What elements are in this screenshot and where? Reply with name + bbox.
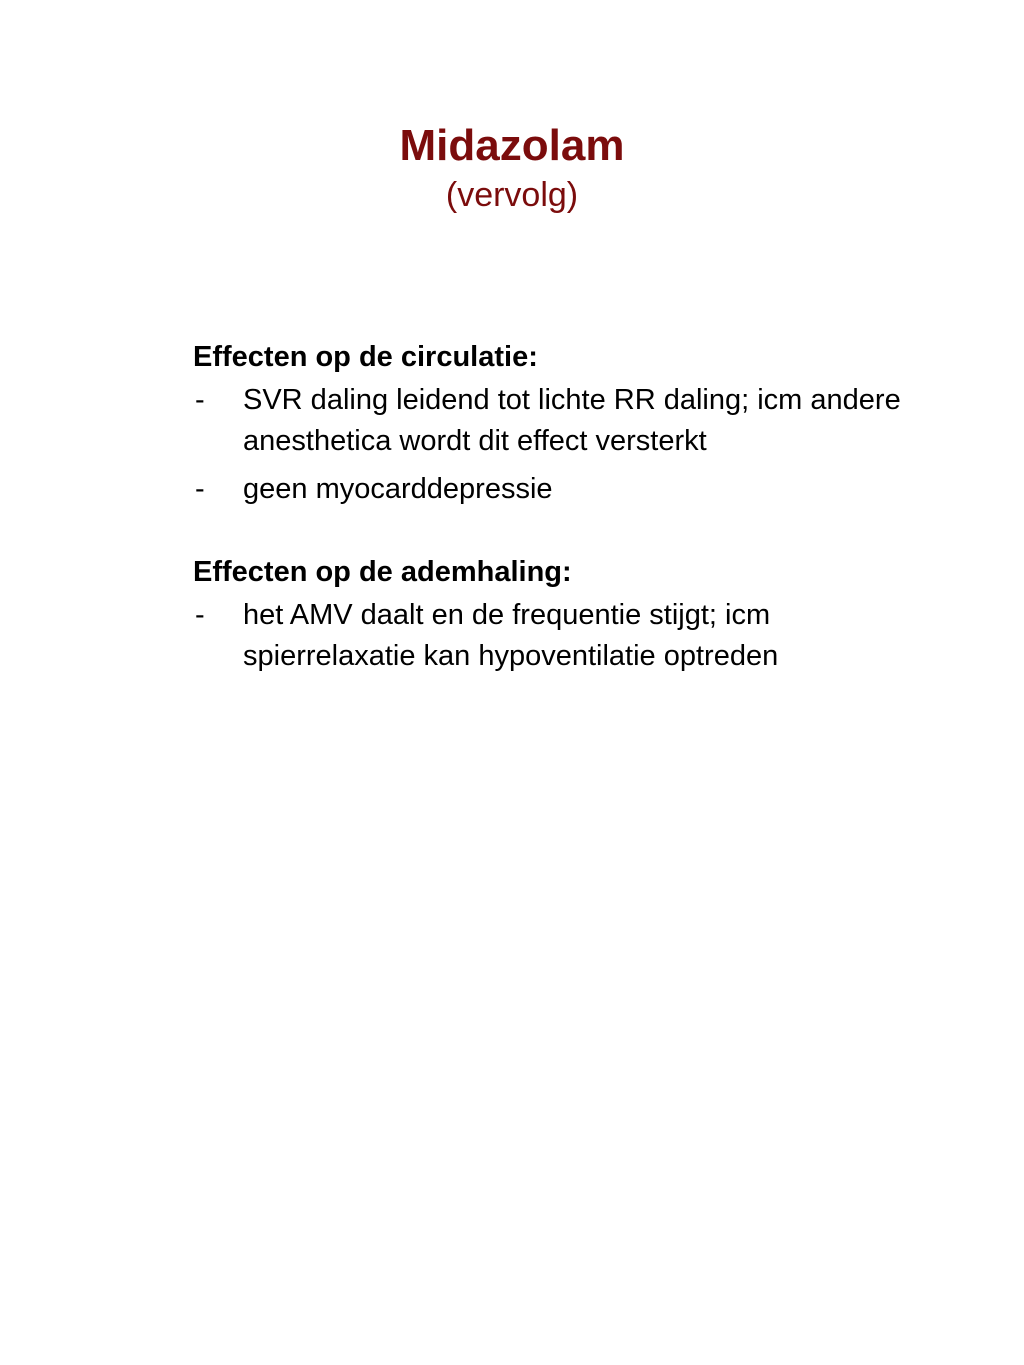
bullet-list [193, 595, 913, 677]
list-item-text: SVR daling leidend tot lichte RR daling; icm andere anesthetica wordt dit effect versterkt [243, 384, 901, 457]
slide-subtitle: (vervolg) [445, 176, 579, 214]
list-item-text: het AMV daalt en de frequentie stijgt; icm spierrelaxatie kan hypoventilatie optreden [243, 599, 779, 672]
section-heading: Effecten op de ademhaling: [193, 556, 572, 588]
list-item [193, 380, 913, 462]
section-heading: Effecten op de circulatie: [193, 341, 538, 373]
bullet-list [193, 380, 913, 510]
list-item-text: geen myocarddepressie [243, 473, 553, 505]
title-block [0, 118, 1024, 216]
list-item [193, 595, 913, 677]
list-item [193, 469, 913, 510]
section-respiration [193, 553, 913, 677]
bullet-dash: - [195, 599, 205, 631]
section-gap [193, 517, 913, 553]
bullet-dash: - [195, 473, 205, 505]
slide-content [193, 338, 913, 684]
slide-title: Midazolam [399, 121, 625, 170]
section-circulation [193, 338, 913, 510]
bullet-dash: - [195, 384, 205, 416]
